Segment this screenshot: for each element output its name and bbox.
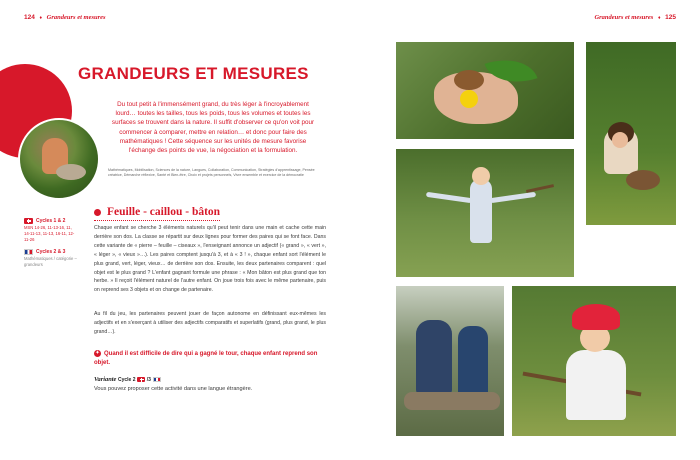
cycle-label-ch: Cycles 1 & 2 — [24, 218, 78, 224]
cycle-refs-ch: MSN 14-26, 11-13-16, 11, 14-11-13, 11-13, 16-11, 12-11-26 — [24, 225, 75, 242]
tip-icon: ✦ — [95, 350, 100, 356]
intro-paragraph: Du tout petit à l'immensément grand, du très léger à l'incroyablement lourd… toutes les tailles, tous les poids, tous les volumes et toutes les surfaces se trouvent dans la nature. Il suffit d'observer ce qu'on voit pour commencer à comparer, mettre en relation… et donc pour faire des mathématiques ! Cette séquence sur les unités de mesure favorise l'échange des points de vue, la négociation et la formulation. — [111, 101, 315, 155]
right-running-title: Grandeurs et mesures — [594, 14, 654, 21]
photo-child-red-hat — [512, 286, 676, 436]
photo-adults-log — [396, 286, 504, 436]
photo-hand-leaf-flower — [396, 42, 574, 139]
right-page — [350, 0, 700, 460]
french-flag-icon — [153, 377, 161, 383]
page-title: GRANDEURS ET MESURES — [78, 64, 309, 83]
cycles-panel — [24, 218, 78, 274]
photo-child-arms-out — [396, 149, 574, 277]
right-header — [594, 14, 676, 21]
activity-paragraph-2: Au fil du jeu, les partenaires peuvent jouer de façon autonome en définissant eux-mêmes les adjectifs et en s'exerçant à utiliser des adjectifs comparatifs et superlatifs (grand, plus grand, le plus grand…). — [94, 311, 326, 335]
cycle-label-fr: Cycles 2 & 3 — [24, 249, 78, 255]
round-photo-children-stones — [18, 118, 100, 200]
swiss-flag-icon — [24, 218, 33, 224]
activity-title: Feuille - caillou - bâton — [94, 206, 220, 218]
dotted-underline — [94, 220, 220, 221]
variant-label: Variante Cycle 2 /3 — [94, 376, 161, 383]
left-running-title: Grandeurs et mesures — [46, 14, 106, 21]
variant-block — [94, 376, 326, 393]
right-page-number: 125 — [665, 14, 676, 21]
french-flag-icon — [24, 249, 33, 255]
cycle-refs-fr: Mathématiques / catégorie – grandeurs — [24, 256, 77, 267]
variant-text: Vous pouvez proposer cette activité dans une langue étrangère. — [94, 385, 253, 392]
left-page-number: 124 — [24, 14, 35, 21]
left-header — [24, 14, 106, 21]
diamond-icon: ♦ — [657, 16, 661, 21]
keywords-list: Mathématiques, Mobilisation, Sciences de la nature, Langues, Collaboration, Communication, Stratégies d'apprentissage, Pensée créatrice, Démarche réflexive, Santé et Bien-être, Choix et projets personnels, Vivre ensemble et exercice de la démocratie — [108, 168, 315, 177]
bullet-icon — [94, 209, 101, 216]
activity-paragraph-1: Chaque enfant se cherche 3 éléments naturels qu'il peut tenir dans une main et cache cette main derrière son dos. La classe se répartit sur deux lignes pour former des paires qui se font face. Dans cette variante de « pierre – feuille – ciseaux », l'enseignant annonce un adjectif (« grand », « vert », « léger », « vieux »…). Les paires comptent jusqu'à 3, et à « 3 ! », chaque enfant sort l'élément le plus grand, vert, léger, vieux… de derrière son dos. Ensuite, les deux partenaires comparent : quel objet est le plus grand ? L'enfant gagnant formule une phrase : « Mon bâton est plus grand que ton herbe. » Il reçoit l'élément naturel de l'autre enfant. On joue trois fois avec le même partenaire, puis on reprend ses 3 objets et on change de partenaire. — [94, 225, 326, 294]
diamond-icon: ♦ — [39, 16, 43, 21]
activity-note: ✦ Quand il est difficile de dire qui a gagné le tour, chaque enfant reprend son objet. — [94, 350, 318, 366]
photo-girl-crouching — [586, 42, 676, 225]
swiss-flag-icon — [137, 377, 145, 383]
